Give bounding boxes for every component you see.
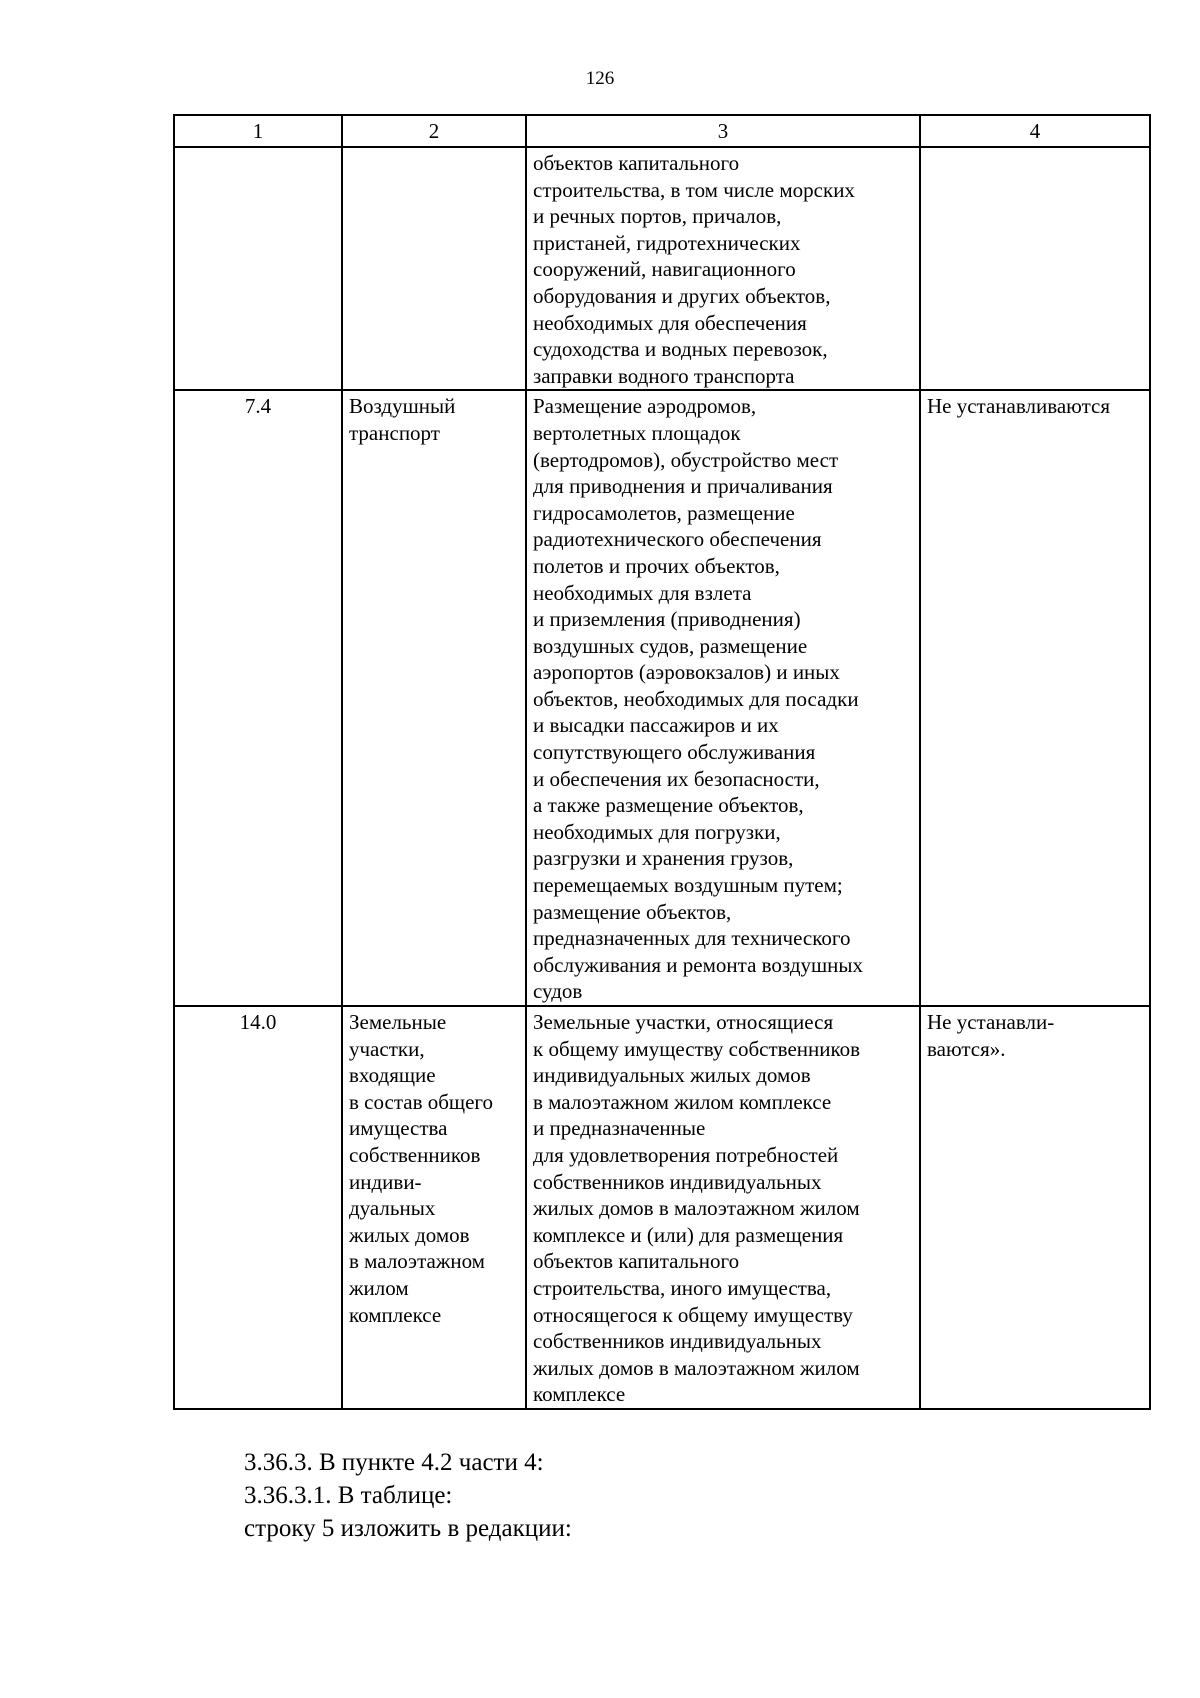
- cell-line: строительства, иного имущества,: [533, 1275, 832, 1300]
- name-cell: [342, 147, 526, 390]
- cell-line: жилом: [349, 1275, 409, 1300]
- header-cell-2: 2: [342, 115, 526, 147]
- cell-line: комплексе: [533, 1382, 626, 1407]
- cell-line: собственников: [349, 1142, 481, 1167]
- cell-line: Воздушный: [349, 394, 456, 419]
- cell-line: и обеспечения их безопасности,: [533, 766, 820, 791]
- cell-line: сооружений, навигационного: [533, 257, 796, 282]
- table-header-row: [174, 115, 1150, 147]
- amendment-line: строку 5 изложить в редакции:: [244, 1515, 572, 1542]
- cell-line: ваются».: [927, 1036, 1006, 1061]
- cell-line: необходимых для взлета: [533, 580, 752, 605]
- header-cell-4: 4: [920, 115, 1150, 147]
- cell-line: Не устанавливаются: [927, 394, 1111, 419]
- cell-line: необходимых для обеспечения: [533, 310, 807, 335]
- cell-line: для приводнения и причаливания: [533, 474, 833, 499]
- cell-line: индиви-: [349, 1169, 422, 1194]
- amendment-line: 3.36.3.1. В таблице:: [244, 1482, 453, 1509]
- cell-line: объектов капитального: [533, 151, 740, 175]
- cell-line: пристаней, гидротехнических: [533, 230, 801, 255]
- cell-line: размещение объектов,: [533, 899, 732, 924]
- cell-line: Не устанавли-: [927, 1010, 1055, 1034]
- table-row: [174, 1006, 1150, 1409]
- page-number: 126: [585, 68, 615, 89]
- cell-line: и предназначенные: [533, 1116, 706, 1141]
- cell-line: (вертодромов), обустройство мест: [533, 447, 839, 472]
- cell-line: дуальных: [349, 1196, 436, 1221]
- cell-line: жилых домов в малоэтажном жилом: [533, 1355, 860, 1380]
- cell-line: разгрузки и хранения грузов,: [533, 846, 794, 871]
- cell-line: к общему имуществу собственников: [533, 1036, 861, 1061]
- cell-line: участки,: [349, 1036, 425, 1061]
- code-cell: 7.4: [174, 390, 342, 1006]
- cell-line: строительства, в том числе морских: [533, 177, 855, 202]
- cell-line: судоходства и водных перевозок,: [533, 337, 828, 362]
- land-use-table: [173, 114, 1151, 1410]
- amendment-text: [244, 1446, 572, 1545]
- cell-line: объектов, необходимых для посадки: [533, 686, 859, 711]
- cell-line: а также размещение объектов,: [533, 793, 804, 818]
- description-cell: [526, 390, 920, 1006]
- parameters-cell: [920, 1006, 1150, 1409]
- parameters-cell: [920, 390, 1150, 1006]
- cell-line: комплексе: [349, 1302, 442, 1327]
- cell-line: Земельные участки, относящиеся: [533, 1010, 834, 1034]
- table-row: [174, 390, 1150, 1006]
- cell-line: предназначенных для технического: [533, 926, 851, 951]
- description-cell: [526, 1006, 920, 1409]
- cell-line: транспорт: [349, 420, 440, 445]
- name-cell: [342, 390, 526, 1006]
- cell-line: объектов капитального: [533, 1249, 740, 1274]
- code-cell: 14.0: [174, 1006, 342, 1409]
- cell-line: гидросамолетов, размещение: [533, 500, 795, 525]
- cell-line: собственников индивидуальных: [533, 1329, 822, 1354]
- cell-line: полетов и прочих объектов,: [533, 553, 780, 578]
- parameters-cell: [920, 147, 1150, 390]
- cell-line: индивидуальных жилых домов: [533, 1063, 811, 1088]
- cell-line: радиотехнического обеспечения: [533, 527, 822, 552]
- cell-line: необходимых для погрузки,: [533, 819, 781, 844]
- cell-line: обслуживания и ремонта воздушных: [533, 952, 864, 977]
- amendment-line: 3.36.3. В пункте 4.2 части 4:: [244, 1449, 544, 1476]
- code-cell: [174, 147, 342, 390]
- cell-line: в малоэтажном: [349, 1249, 485, 1274]
- cell-line: Земельные: [349, 1010, 447, 1034]
- cell-line: воздушных судов, размещение: [533, 633, 808, 658]
- cell-line: и приземления (приводнения): [533, 607, 801, 632]
- name-cell: [342, 1006, 526, 1409]
- cell-line: относящегося к общему имуществу: [533, 1302, 853, 1327]
- cell-line: вертолетных площадок: [533, 420, 741, 445]
- cell-line: и высадки пассажиров и их: [533, 713, 779, 738]
- table-row: [174, 147, 1150, 390]
- cell-line: собственников индивидуальных: [533, 1169, 822, 1194]
- cell-line: перемещаемых воздушным путем;: [533, 873, 843, 898]
- header-cell-3: 3: [526, 115, 920, 147]
- cell-line: комплексе и (или) для размещения: [533, 1222, 844, 1247]
- cell-line: судов: [533, 979, 583, 1004]
- description-cell: [526, 147, 920, 390]
- cell-line: аэропортов (аэровокзалов) и иных: [533, 660, 840, 685]
- cell-line: для удовлетворения потребностей: [533, 1142, 839, 1167]
- cell-line: жилых домов: [349, 1222, 470, 1247]
- cell-line: в состав общего: [349, 1089, 494, 1114]
- cell-line: входящие: [349, 1063, 436, 1088]
- cell-line: и речных портов, причалов,: [533, 204, 782, 229]
- cell-line: оборудования и других объектов,: [533, 283, 831, 308]
- cell-line: заправки водного транспорта: [533, 363, 795, 388]
- cell-line: сопутствующего обслуживания: [533, 740, 816, 765]
- cell-line: Размещение аэродромов,: [533, 394, 757, 419]
- cell-line: имущества: [349, 1116, 448, 1141]
- cell-line: в малоэтажном жилом комплексе: [533, 1089, 832, 1114]
- cell-line: жилых домов в малоэтажном жилом: [533, 1196, 860, 1221]
- header-cell-1: 1: [174, 115, 342, 147]
